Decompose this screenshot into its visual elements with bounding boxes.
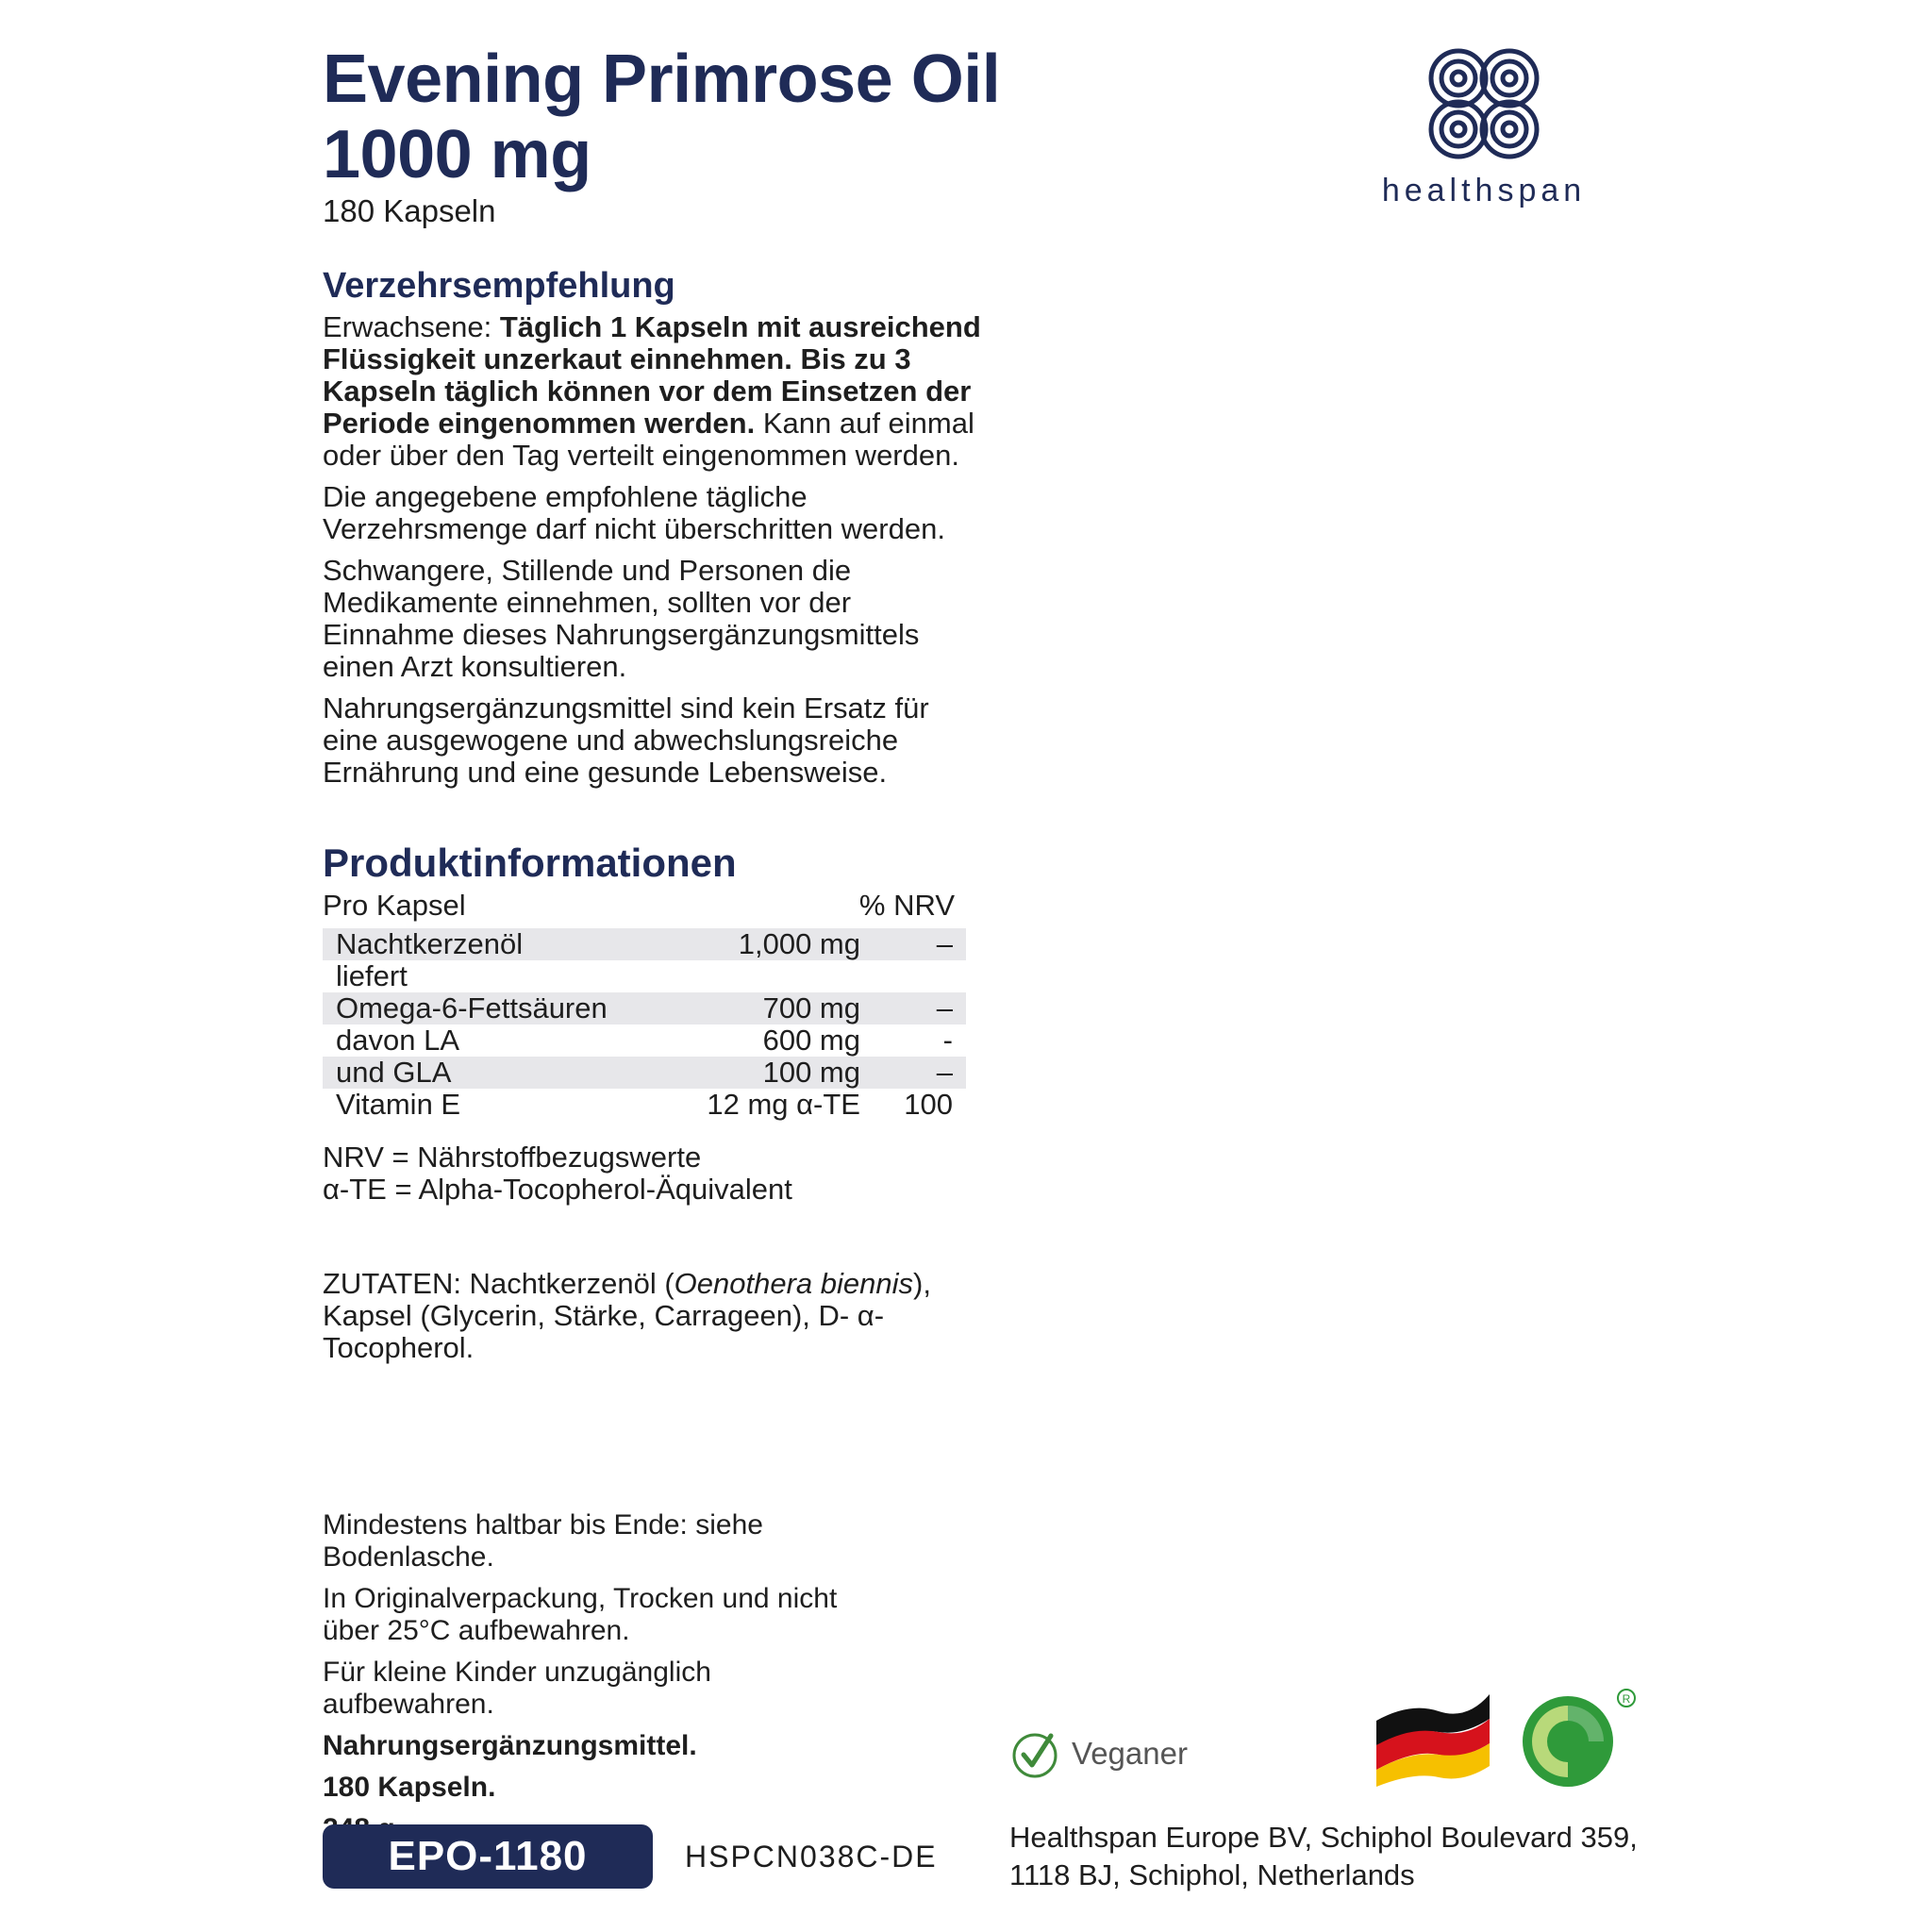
usage-intro-bold: Täglich 1 Kapseln mit ausreichend Flüssigkeit unzerkaut einnehmen. Bis zu 3 Kapseln täglich können vor dem Einsetzen der Periode eingenommen werden. — [323, 310, 981, 440]
usage-heading: Verzehrsempfehlung — [323, 266, 675, 306]
usage-intro-label: Erwachsene: — [323, 310, 500, 343]
product-info-heading: Produktinformationen — [323, 841, 737, 885]
nutrient-amount — [660, 960, 874, 992]
nutrition-row — [323, 992, 966, 1024]
product-title-line1: Evening Primrose Oil — [323, 42, 1001, 117]
nutrient-amount: 100 mg — [660, 1057, 874, 1089]
nutrient-name: davon LA — [336, 1024, 459, 1057]
product-title-line2: 1000 mg — [323, 117, 591, 192]
nutrition-row — [323, 960, 966, 992]
green-dot-icon — [1517, 1689, 1640, 1792]
nutrient-amount: 600 mg — [762, 1024, 860, 1057]
nutrition-row — [323, 928, 966, 960]
nutrient-amount: 700 mg — [660, 992, 874, 1024]
ingredients-prefix: ZUTATEN: Nachtkerzenöl ( — [323, 1267, 675, 1300]
nutrient-amount: 12 mg α-TE — [707, 1088, 860, 1121]
usage-paragraph-4: Nahrungsergänzungsmittel sind kein Ersatz für eine ausgewogene und abwechslungsreiche Ernährung und eine gesunde Lebensweise. — [323, 691, 929, 789]
nutrient-nrv — [874, 960, 966, 992]
german-flag — [1373, 1683, 1495, 1791]
usage-paragraph-3: Schwangere, Stillende und Personen die Medikamente einnehmen, sollten vor der Einnahme dieses Nahrungsergänzungsmittels einen Arzt konsultieren. — [323, 554, 920, 683]
ingredients-suffix: ), — [913, 1267, 931, 1300]
address-line1: Healthspan Europe BV, Schiphol Boulevard 359, — [1009, 1821, 1638, 1854]
nutrient-name: Omega-6-Fettsäuren — [323, 992, 660, 1024]
per-capsule-label: Pro Kapsel — [323, 889, 466, 922]
usage-paragraph-1 — [323, 311, 983, 472]
nrv-note: NRV = Nährstoffbezugswerte — [323, 1141, 702, 1174]
brand-logo — [1366, 45, 1602, 209]
nutrition-row — [323, 1089, 966, 1121]
storage-section — [323, 1509, 851, 1845]
nutrition-row — [323, 1024, 966, 1057]
product-info-section — [323, 840, 983, 1206]
nutrient-nrv: – — [874, 1057, 966, 1089]
ingredients-latin: Oenothera biennis — [674, 1267, 913, 1300]
nutrient-nrv: - — [942, 1024, 953, 1057]
nutrient-name: Vitamin E — [336, 1088, 461, 1121]
storage-conditions: In Originalverpackung, Trocken und nicht über 25°C aufbewahren. — [323, 1583, 838, 1646]
nutrition-header — [323, 887, 966, 928]
nutrient-nrv: 100 — [904, 1088, 953, 1121]
nutrient-name: liefert — [336, 959, 408, 992]
nutrient-nrv: – — [874, 992, 966, 1024]
german-flag-icon — [1373, 1683, 1495, 1787]
product-title — [323, 42, 1000, 192]
nutrient-amount: 1,000 mg — [660, 928, 874, 960]
nutrient-name: Nachtkerzenöl — [323, 928, 660, 960]
nutrition-row — [323, 1057, 966, 1089]
vegan-badge — [1009, 1728, 1188, 1779]
company-address — [1009, 1819, 1638, 1894]
svg-text:R: R — [1622, 1692, 1631, 1706]
best-before: Mindestens haltbar bis Ende: siehe Bodenlasche. — [323, 1509, 763, 1573]
product-type: Nahrungsergänzungsmittel. — [323, 1730, 697, 1761]
product-code-badge: EPO-1180 — [323, 1824, 653, 1889]
children-warning: Für kleine Kinder unzugänglich aufbewahren. — [323, 1657, 711, 1720]
sku-code: HSPCN038C-DE — [685, 1840, 938, 1874]
ate-note: α-TE = Alpha-Tocopherol-Äquivalent — [323, 1173, 792, 1206]
healthspan-logo-icon — [1425, 45, 1542, 162]
vegan-check-icon — [1009, 1728, 1060, 1779]
nutrition-notes — [323, 1141, 983, 1206]
nutrient-name: und GLA — [323, 1057, 660, 1089]
nrv-label: % NRV — [858, 889, 955, 922]
ingredients — [323, 1268, 1002, 1364]
nutrition-table — [323, 928, 966, 1121]
ingredients-line2: Kapsel (Glycerin, Stärke, Carrageen), D- α-Tocopherol. — [323, 1299, 885, 1364]
nutrient-nrv: – — [874, 928, 966, 960]
usage-intro-rest: Kann auf einmal oder über den Tag verteilt eingenommen werden. — [323, 407, 974, 472]
address-line2: 1118 BJ, Schiphol, Netherlands — [1009, 1858, 1415, 1891]
green-dot — [1517, 1689, 1640, 1797]
product-count: 180 Kapseln — [323, 193, 496, 228]
ingredients-line1 — [323, 1268, 1002, 1300]
usage-section — [323, 264, 983, 798]
vegan-label: Veganer — [1072, 1736, 1188, 1771]
usage-paragraph-2: Die angegebene empfohlene tägliche Verzehrsmenge darf nicht überschritten werden. — [323, 480, 945, 545]
brand-name: healthspan — [1381, 173, 1587, 208]
capsule-count: 180 Kapseln. — [323, 1772, 496, 1803]
